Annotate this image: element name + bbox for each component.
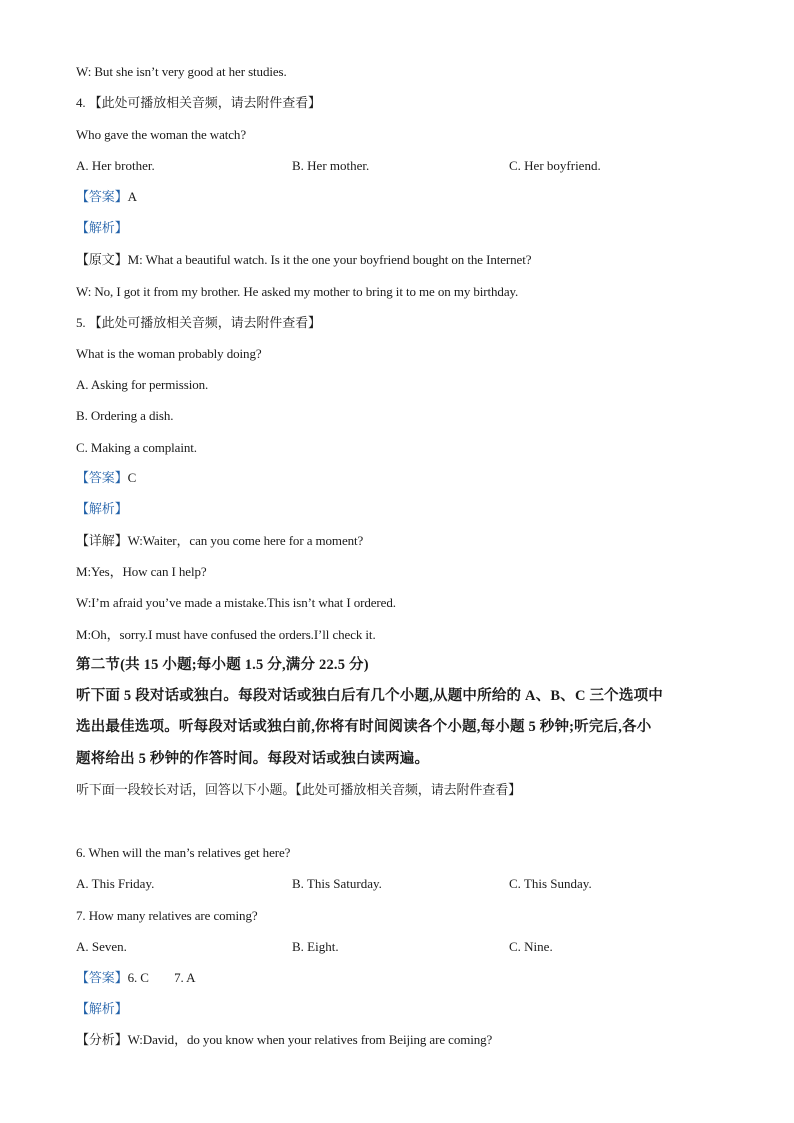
dialogue-line: M:Oh，sorry.I must have confused the orders.I’ll check it. (76, 627, 376, 642)
dialogue-line: W: But she isn’t very good at her studies. (76, 64, 287, 79)
question-6-option-c: C. This Sunday. (509, 876, 592, 891)
question-6-option-b: B. This Saturday. (292, 876, 382, 891)
analysis-label: 【分析】 (76, 1032, 128, 1047)
question-5-option-b: B. Ordering a dish. (76, 408, 174, 423)
dialogue-line: M:Yes，How can I help? (76, 564, 207, 579)
question-5-answer (76, 470, 136, 486)
question-6-7-analysis (76, 1032, 492, 1048)
question-5-text: What is the woman probably doing? (76, 346, 262, 361)
question-7-option-c: C. Nine. (509, 939, 553, 954)
question-5-option-c: C. Making a complaint. (76, 440, 197, 455)
answer-tag: 【答案】 (76, 189, 128, 204)
answer-value: A (127, 189, 137, 204)
answer-tag: 【答案】 (76, 970, 128, 985)
section-2-instructions: 题将给出 5 秒钟的作答时间。每段对话或独白读两遍。 (76, 751, 430, 767)
original-tag: 【原文】 (76, 252, 128, 267)
question-4-option-c: C. Her boyfriend. (509, 158, 601, 173)
question-6-7-analysis-tag: 【解析】 (76, 1001, 128, 1016)
question-4-title: 4. 【此处可播放相关音频，请去附件查看】 (76, 95, 321, 110)
analysis-text: W:David，do you know when your relatives from Beijing are coming? (127, 1032, 493, 1047)
question-4-option-a: A. Her brother. (76, 158, 155, 173)
answer-tag: 【答案】 (76, 470, 128, 485)
question-6-7-answer (76, 970, 195, 986)
answer-value: 6. C 7. A (127, 970, 196, 985)
question-5-option-a: A. Asking for permission. (76, 377, 209, 392)
question-4-option-b: B. Her mother. (292, 158, 370, 173)
answer-value: C (127, 470, 137, 485)
question-4-original (76, 252, 531, 268)
question-6-option-a: A. This Friday. (76, 876, 155, 891)
question-5-title: 5. 【此处可播放相关音频，请去附件查看】 (76, 315, 321, 330)
question-7-option-a: A. Seven. (76, 939, 127, 954)
question-7-option-b: B. Eight. (292, 939, 339, 954)
question-4-answer (76, 189, 137, 205)
section-2-title: 第二节(共 15 小题;每小题 1.5 分,满分 22.5 分) (76, 657, 369, 673)
question-6-text: 6. When will the man’s relatives get here? (76, 845, 291, 860)
section-2-instructions: 选出最佳选项。听每段对话或独白前,你将有时间阅读各个小题,每小题 5 秒钟;听完后,各小 (76, 719, 652, 735)
detail-text: W:Waiter，can you come here for a moment? (127, 533, 364, 548)
question-5-detail (76, 533, 363, 549)
dialogue-line: W: No, I got it from my brother. He asked my mother to bring it to me on my birthday. (76, 284, 519, 299)
question-4-text: Who gave the woman the watch? (76, 127, 247, 142)
listening-prompt: 听下面一段较长对话，回答以下小题。【此处可播放相关音频，请去附件查看】 (76, 782, 522, 797)
detail-tag: 【详解】 (76, 533, 128, 548)
question-4-analysis-tag: 【解析】 (76, 220, 128, 235)
dialogue-line: W:I’m afraid you’ve made a mistake.This isn’t what I ordered. (76, 595, 396, 610)
section-2-instructions: 听下面 5 段对话或独白。每段对话或独白后有几个小题,从题中所给的 A、B、C 三个选项中 (76, 688, 663, 704)
question-7-text: 7. How many relatives are coming? (76, 908, 258, 923)
question-5-analysis-tag: 【解析】 (76, 501, 128, 516)
original-text: M: What a beautiful watch. Is it the one your boyfriend bought on the Internet? (127, 252, 532, 267)
